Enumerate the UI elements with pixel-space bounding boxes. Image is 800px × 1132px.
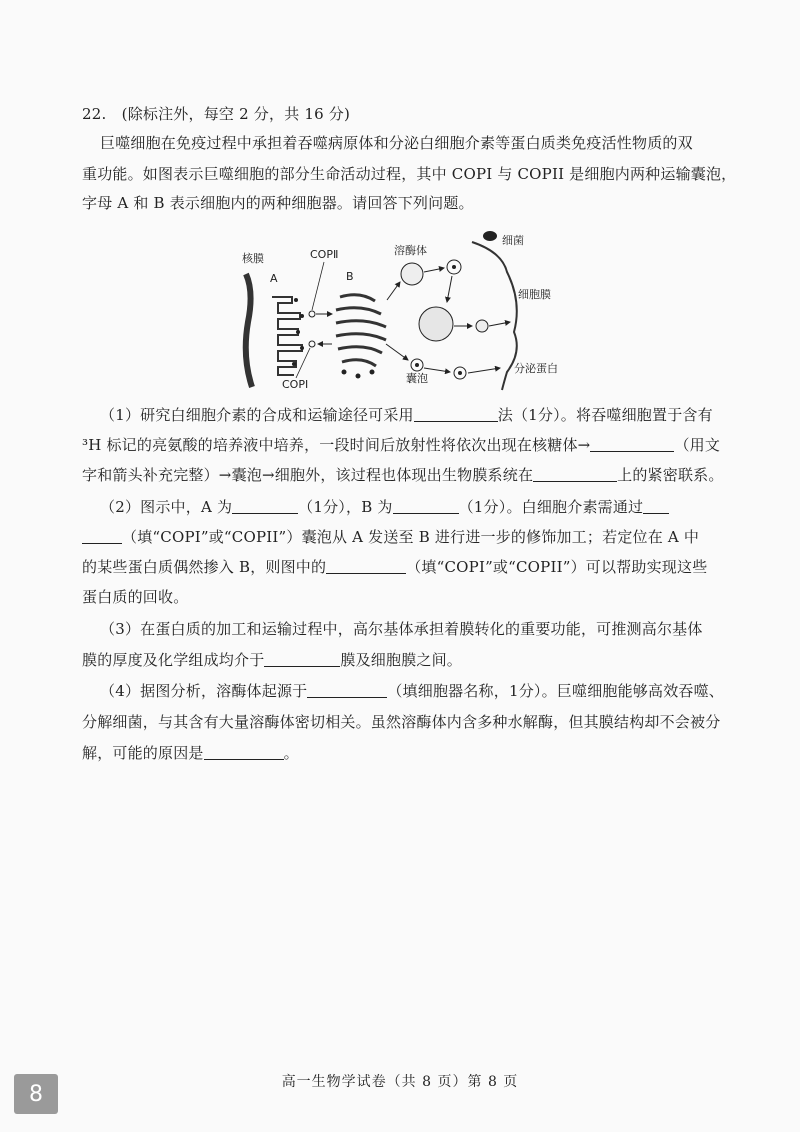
answer-blank-7[interactable]	[326, 558, 406, 574]
page-number-badge: 8	[14, 1074, 58, 1114]
page-footer: 高一生物学试卷（共 8 页）第 8 页	[281, 1074, 519, 1090]
copii-pointer	[312, 262, 324, 310]
answer-blank-3[interactable]	[533, 466, 617, 482]
label-secreted-protein: 分泌蛋白	[514, 362, 558, 375]
part2-line1	[100, 497, 750, 517]
intro-line-2: 重功能。如图表示巨噬细胞的部分生命活动过程，其中 COPI 与 COPII 是细胞内两种运输囊泡，	[82, 165, 737, 183]
answer-blank-6b[interactable]	[82, 528, 122, 544]
part4-text-3: 解，可能的原因是	[82, 744, 204, 762]
part4-line2: 分解细菌，与其含有大量溶酶体密切相关。虽然溶酶体内含多种水解酶，但其膜结构却不会被分	[82, 713, 721, 731]
answer-blank-8[interactable]	[264, 651, 340, 667]
cell-membrane-shape	[472, 242, 517, 390]
residual-body	[476, 320, 488, 332]
secretory-vesicle-core	[415, 363, 419, 367]
golgi-to-lysosome-arrow	[387, 282, 400, 300]
intro-line-3: 字母 A 和 B 表示细胞内的两种细胞器。请回答下列问题。	[82, 194, 474, 212]
question-header: 22. (除标注外，每空 2 分，共 16 分)	[82, 105, 351, 123]
part1-line1	[100, 405, 750, 425]
phagosome-arrow	[447, 276, 452, 302]
part2-line2	[82, 527, 732, 547]
label-bacteria: 细菌	[502, 234, 524, 247]
label-b: B	[346, 270, 354, 283]
ribosome	[300, 314, 304, 318]
secretory-vesicle-2-core	[458, 371, 462, 375]
answer-blank-9[interactable]	[307, 682, 387, 698]
part2-text-5: 的某些蛋白质偶然掺入 B，则图中的	[82, 558, 327, 576]
part3-line1: （3）在蛋白质的加工和运输过程中，高尔基体承担着膜转化的重要功能，可推测高尔基体	[100, 620, 703, 638]
part2-text-3: （1分）。白细胞介素需通过	[458, 498, 644, 516]
copi-vesicle	[309, 341, 315, 347]
phagolysosome-shape	[419, 307, 453, 341]
part3-text-2: 膜及细胞膜之间。	[340, 651, 463, 669]
ribosome	[300, 346, 304, 350]
part4-line3	[82, 743, 732, 763]
ribosome	[292, 362, 296, 366]
copi-pointer	[296, 348, 310, 378]
vesicle-dot	[356, 374, 361, 379]
part4-text-4: 。	[283, 744, 299, 762]
answer-blank-6a[interactable]	[643, 498, 669, 514]
intro-line-1: 巨噬细胞在免疫过程中承担着吞噬病原体和分泌白细胞介素等蛋白质类免疫活性物质的双	[100, 134, 693, 152]
part4-text-1: （4）据图分析，溶酶体起源于	[100, 682, 308, 700]
label-a: A	[270, 272, 278, 285]
ribosome	[294, 298, 298, 302]
copii-vesicle	[309, 311, 315, 317]
bacteria-shape	[483, 231, 497, 241]
answer-blank-5[interactable]	[393, 498, 459, 514]
label-copii: COPⅡ	[310, 248, 339, 261]
er-shape-a	[272, 297, 302, 375]
part2-text-2: （1分），B 为	[298, 498, 393, 516]
part1-line2	[82, 435, 732, 455]
part1-text-6: 上的紧密联系。	[617, 466, 724, 484]
part1-line3	[82, 465, 732, 485]
answer-blank-10[interactable]	[204, 744, 284, 760]
lysosome-shape	[401, 263, 423, 285]
part2-text-6: （填“COPI”或“COPII”）可以帮助实现这些	[406, 558, 708, 576]
answer-blank-1[interactable]	[414, 406, 498, 422]
golgi-shape-b	[336, 295, 386, 366]
part4-line1	[100, 681, 750, 701]
answer-blank-2[interactable]	[590, 436, 674, 452]
vesicle-dot	[342, 370, 347, 375]
part1-text-4: （用文	[674, 436, 721, 454]
label-cell-membrane: 细胞膜	[518, 288, 551, 301]
exocytosis-arrow	[489, 322, 510, 326]
part2-text-4: （填“COPI”或“COPII”）囊泡从 A 发送至 B 进行进一步的修饰加工；若定位在 A 中	[122, 528, 700, 546]
part1-text-3: ³H 标记的亮氨酸的培养液中培养，一段时间后放射性将依次出现在核糖体→	[82, 436, 591, 454]
part3-text-1: 膜的厚度及化学组成均介于	[82, 651, 265, 669]
part1-text-2: 法（1分）。将吞噬细胞置于含有	[497, 406, 713, 424]
phagosome-core	[452, 265, 456, 269]
part2-text-1: （2）图示中，A 为	[100, 498, 233, 516]
part1-text-1: （1）研究白细胞介素的合成和运输途径可采用	[100, 406, 414, 424]
part2-line3	[82, 557, 732, 577]
part1-text-5: 字和箭头补充完整）→囊泡→细胞外，该过程也体现出生物膜系统在	[82, 466, 534, 484]
label-vesicle: 囊泡	[406, 372, 428, 385]
part2-line4: 蛋白质的回收。	[82, 588, 189, 606]
golgi-to-vesicle-arrow	[386, 344, 408, 360]
ribosome	[296, 330, 300, 334]
label-nuclear-membrane: 核膜	[242, 252, 264, 265]
cell-diagram	[232, 222, 572, 392]
label-lysosome: 溶酶体	[394, 244, 427, 257]
lysosome-arrow	[424, 268, 444, 272]
part3-line2	[82, 650, 732, 670]
nuclear-membrane-shape	[246, 274, 252, 387]
cell-diagram-svg	[232, 222, 572, 392]
answer-blank-4[interactable]	[232, 498, 298, 514]
secretion-arrow	[468, 368, 500, 373]
label-copi: COPⅠ	[282, 378, 309, 391]
part4-text-2: （填细胞器名称，1分）。巨噬细胞能够高效吞噬、	[387, 682, 725, 700]
vesicle-dot	[370, 370, 375, 375]
